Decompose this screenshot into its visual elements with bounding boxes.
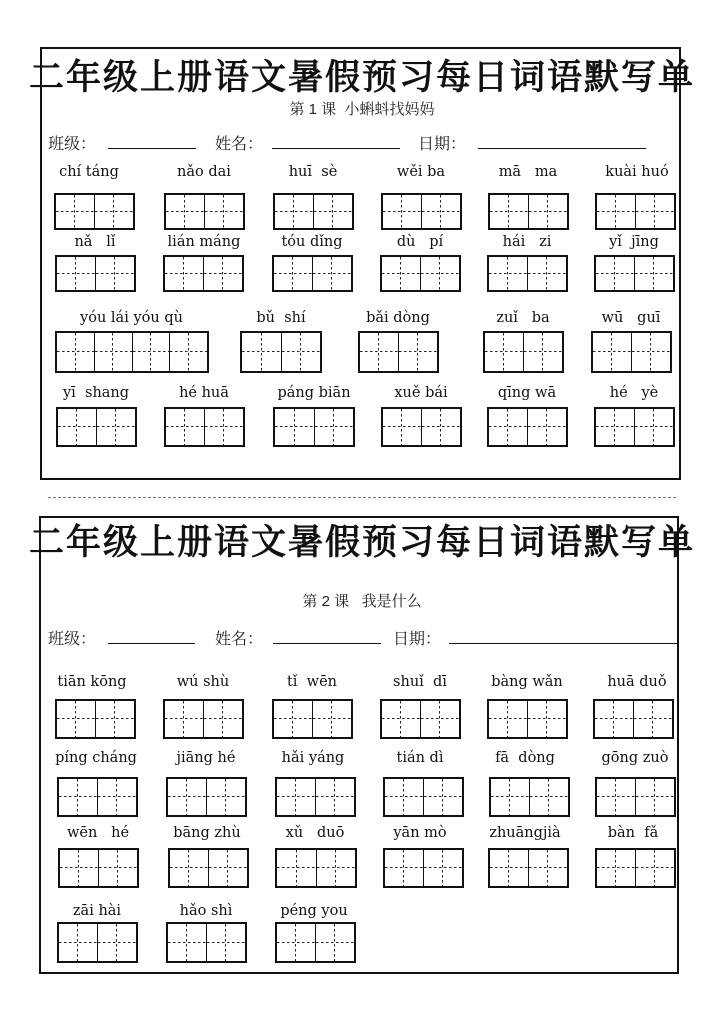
- writing-cell: [634, 257, 673, 290]
- writing-cell: [631, 333, 670, 371]
- writing-cell: [57, 333, 94, 371]
- pinyin-label: zuǐ ba: [496, 310, 550, 326]
- writing-grid: [163, 699, 244, 739]
- pinyin-label: wěi ba: [396, 164, 446, 180]
- writing-cell: [491, 779, 529, 815]
- writing-cell: [635, 195, 674, 228]
- pinyin-label: hǎi yáng: [281, 750, 345, 766]
- writing-cell: [204, 195, 243, 228]
- writing-cell: [275, 409, 314, 445]
- writing-cell: [60, 850, 98, 886]
- writing-cell: [382, 257, 420, 290]
- writing-grid: [595, 777, 676, 817]
- pinyin-label: yóu lái yóu qù: [80, 310, 183, 326]
- writing-grid: [54, 193, 135, 230]
- writing-grid: [240, 331, 322, 373]
- writing-grid: [57, 922, 138, 963]
- writing-grid: [595, 193, 676, 230]
- writing-grid: [358, 331, 439, 373]
- writing-grid: [164, 407, 245, 447]
- pinyin-label: yǐ jīng: [609, 234, 659, 250]
- writing-cell: [165, 701, 203, 737]
- cut-line-divider: [48, 497, 676, 498]
- name-blank: [272, 148, 400, 149]
- writing-cell: [490, 850, 528, 886]
- writing-grid: [55, 255, 136, 292]
- writing-cell: [204, 409, 243, 445]
- writing-grid: [275, 922, 356, 963]
- name-label: 姓名：: [215, 631, 264, 648]
- writing-cell: [597, 779, 635, 815]
- pinyin-label: zhuāngjià: [489, 825, 561, 841]
- writing-grid: [487, 407, 568, 447]
- writing-cell: [94, 195, 133, 228]
- writing-cell: [489, 409, 527, 445]
- writing-cell: [312, 701, 351, 737]
- writing-cell: [490, 195, 528, 228]
- writing-cell: [96, 409, 135, 445]
- writing-cell: [527, 701, 566, 737]
- pinyin-label: huā duǒ: [607, 674, 667, 690]
- writing-grid: [380, 255, 461, 292]
- writing-cell: [277, 924, 315, 961]
- writing-cell: [635, 850, 674, 886]
- writing-grid: [168, 848, 249, 888]
- writing-cell: [423, 850, 462, 886]
- writing-grid: [272, 699, 353, 739]
- writing-grid: [55, 699, 136, 739]
- pinyin-label: páng biān: [277, 385, 351, 401]
- writing-cell: [489, 701, 527, 737]
- writing-cell: [527, 409, 566, 445]
- pinyin-label: gōng zuò: [601, 750, 669, 766]
- writing-grid: [380, 699, 461, 739]
- writing-cell: [94, 333, 132, 371]
- pinyin-label: bàng wǎn: [491, 674, 563, 690]
- writing-grid: [273, 407, 355, 447]
- writing-grid: [58, 848, 139, 888]
- writing-cell: [56, 195, 94, 228]
- writing-grid: [275, 848, 357, 888]
- writing-cell: [281, 333, 321, 371]
- date-blank: [449, 643, 677, 644]
- writing-cell: [593, 333, 631, 371]
- writing-cell: [57, 257, 95, 290]
- writing-cell: [489, 257, 527, 290]
- pinyin-label: píng cháng: [55, 750, 137, 766]
- pinyin-label: bàn fǎ: [607, 825, 659, 841]
- lesson-subtitle: 第 2 课 我是什么: [302, 593, 422, 610]
- pinyin-label: xuě bái: [394, 385, 448, 401]
- writing-cell: [528, 850, 567, 886]
- writing-cell: [420, 701, 459, 737]
- pinyin-label: péng you: [280, 903, 348, 919]
- writing-cell: [315, 779, 354, 815]
- writing-cell: [597, 850, 635, 886]
- writing-grid: [55, 331, 209, 373]
- writing-grid: [487, 699, 568, 739]
- writing-cell: [633, 701, 672, 737]
- pinyin-label: wú shù: [176, 674, 230, 690]
- writing-cell: [275, 195, 313, 228]
- writing-cell: [97, 924, 136, 961]
- date-label: 日期：: [418, 136, 467, 153]
- writing-grid: [56, 407, 137, 447]
- pinyin-label: huī sè: [288, 164, 338, 180]
- writing-grid: [487, 255, 568, 292]
- writing-cell: [596, 409, 634, 445]
- pinyin-label: wū guī: [601, 310, 661, 326]
- pinyin-label: yī shang: [62, 385, 130, 401]
- writing-cell: [95, 701, 134, 737]
- writing-cell: [635, 779, 674, 815]
- class-blank: [108, 643, 195, 644]
- writing-cell: [385, 850, 423, 886]
- pinyin-label: qīng wā: [497, 385, 557, 401]
- writing-grid: [381, 407, 462, 447]
- date-label: 日期：: [393, 631, 442, 648]
- writing-grid: [383, 848, 464, 888]
- writing-grid: [273, 193, 354, 230]
- name-label: 姓名：: [215, 136, 264, 153]
- writing-cell: [203, 701, 242, 737]
- pinyin-label: jiāng hé: [176, 750, 236, 766]
- pinyin-label: hǎo shì: [179, 903, 233, 919]
- writing-cell: [423, 779, 462, 815]
- writing-cell: [277, 850, 316, 886]
- pinyin-label: xǔ duō: [285, 825, 345, 841]
- writing-cell: [314, 409, 354, 445]
- pinyin-label: hé huā: [179, 385, 229, 401]
- writing-cell: [315, 924, 354, 961]
- writing-cell: [383, 195, 421, 228]
- writing-cell: [529, 779, 568, 815]
- writing-cell: [58, 409, 96, 445]
- pinyin-label: bāng zhù: [173, 825, 241, 841]
- class-blank: [108, 148, 196, 149]
- pinyin-label: bǔ shí: [256, 310, 306, 326]
- writing-grid: [483, 331, 564, 373]
- writing-cell: [634, 409, 673, 445]
- writing-grid: [489, 777, 570, 817]
- pinyin-label: bǎi dòng: [366, 310, 430, 326]
- writing-cell: [316, 850, 356, 886]
- writing-cell: [95, 257, 134, 290]
- writing-cell: [208, 850, 247, 886]
- writing-grid: [594, 407, 675, 447]
- class-label: 班级：: [48, 136, 97, 153]
- writing-cell: [274, 701, 312, 737]
- writing-cell: [165, 257, 203, 290]
- writing-cell: [596, 257, 634, 290]
- writing-cell: [169, 333, 207, 371]
- pinyin-label: hái zi: [502, 234, 552, 250]
- writing-cell: [398, 333, 437, 371]
- writing-grid: [383, 777, 464, 817]
- writing-cell: [166, 195, 204, 228]
- pinyin-label: dù pí: [396, 234, 444, 250]
- writing-grid: [595, 848, 676, 888]
- writing-grid: [166, 922, 247, 963]
- writing-cell: [528, 195, 567, 228]
- writing-cell: [59, 779, 97, 815]
- pinyin-label: nǎ lǐ: [74, 234, 116, 250]
- date-blank: [478, 148, 646, 149]
- writing-cell: [168, 924, 206, 961]
- writing-cell: [168, 779, 206, 815]
- writing-cell: [595, 701, 633, 737]
- writing-grid: [164, 193, 245, 230]
- pinyin-label: tián dì: [396, 750, 444, 766]
- writing-cell: [383, 409, 421, 445]
- writing-cell: [170, 850, 208, 886]
- writing-cell: [277, 779, 315, 815]
- lesson-subtitle: 第 1 课 小蝌蚪找妈妈: [289, 101, 435, 118]
- worksheet-title: 二年级上册语文暑假预习每日词语默写单: [28, 57, 695, 98]
- writing-cell: [527, 257, 566, 290]
- writing-cell: [206, 779, 245, 815]
- writing-grid: [166, 777, 247, 817]
- worksheet-title: 二年级上册语文暑假预习每日词语默写单: [28, 522, 695, 563]
- writing-cell: [313, 195, 352, 228]
- writing-cell: [203, 257, 242, 290]
- pinyin-label: lián máng: [167, 234, 241, 250]
- writing-cell: [242, 333, 281, 371]
- pinyin-label: chí táng: [59, 164, 119, 180]
- writing-cell: [420, 257, 459, 290]
- pinyin-label: kuài huó: [605, 164, 669, 180]
- writing-grid: [381, 193, 462, 230]
- writing-cell: [597, 195, 635, 228]
- writing-cell: [523, 333, 562, 371]
- writing-grid: [57, 777, 138, 817]
- writing-grid: [594, 255, 675, 292]
- writing-cell: [98, 850, 137, 886]
- pinyin-label: hé yè: [609, 385, 659, 401]
- writing-cell: [385, 779, 423, 815]
- writing-cell: [206, 924, 245, 961]
- pinyin-label: tǐ wēn: [286, 674, 337, 690]
- writing-cell: [97, 779, 136, 815]
- pinyin-label: tiān kōng: [57, 674, 127, 690]
- pinyin-label: wēn hé: [66, 825, 130, 841]
- writing-cell: [274, 257, 312, 290]
- pinyin-label: yān mò: [393, 825, 447, 841]
- pinyin-label: zāi hài: [72, 903, 122, 919]
- name-blank: [273, 643, 381, 644]
- writing-cell: [132, 333, 170, 371]
- writing-grid: [272, 255, 353, 292]
- writing-grid: [593, 699, 674, 739]
- writing-grid: [591, 331, 672, 373]
- class-label: 班级：: [48, 631, 97, 648]
- writing-cell: [312, 257, 351, 290]
- writing-cell: [421, 195, 460, 228]
- pinyin-label: shuǐ dī: [393, 674, 447, 690]
- writing-cell: [360, 333, 398, 371]
- writing-cell: [166, 409, 204, 445]
- writing-grid: [275, 777, 356, 817]
- writing-grid: [488, 193, 569, 230]
- pinyin-label: tóu dǐng: [281, 234, 343, 250]
- writing-grid: [163, 255, 244, 292]
- pinyin-label: nǎo dai: [177, 164, 231, 180]
- writing-cell: [57, 701, 95, 737]
- writing-cell: [485, 333, 523, 371]
- writing-cell: [421, 409, 460, 445]
- writing-cell: [382, 701, 420, 737]
- writing-cell: [59, 924, 97, 961]
- pinyin-label: mā ma: [498, 164, 558, 180]
- pinyin-label: fā dòng: [495, 750, 555, 766]
- writing-grid: [488, 848, 569, 888]
